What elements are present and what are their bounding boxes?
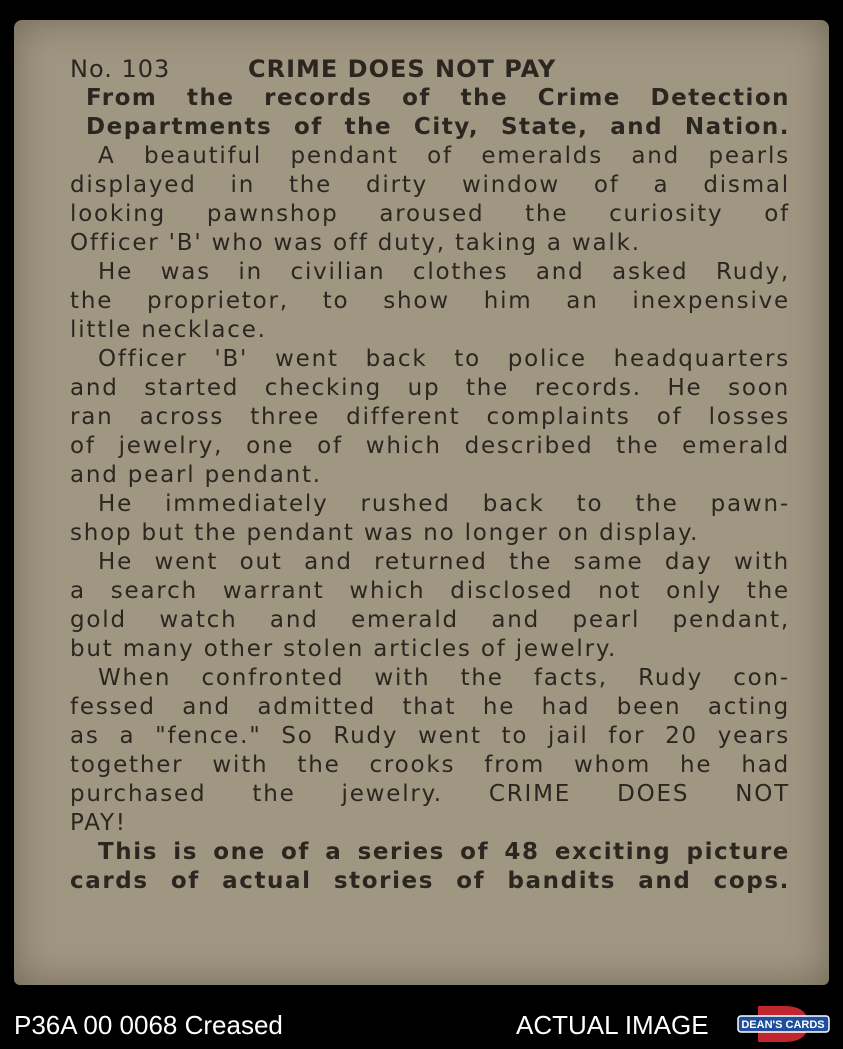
story-body	[70, 142, 790, 838]
story-line: and pearl pendant.	[70, 462, 322, 488]
subtitle-line: Departments of the City, State, and Nation.	[86, 114, 790, 140]
card-header	[70, 54, 790, 84]
story-line: gold watch and emerald and pearl pendant,	[70, 607, 790, 633]
series-note-line: This is one of a series of 48 exciting picture	[98, 839, 790, 865]
story-line: displayed in the dirty window of a dismal	[70, 172, 790, 198]
story-line: of jewelry, one of which described the emerald	[70, 433, 790, 459]
story-line: ran across three different complaints of losses	[70, 404, 790, 430]
story-line: as a "fence." So Rudy went to jail for 20 years	[70, 723, 790, 749]
card-title: CRIME DOES NOT PAY	[248, 55, 557, 83]
story-line: PAY!	[70, 810, 127, 836]
card-number: No. 103	[70, 55, 171, 83]
story-line: He immediately rushed back to the pawn-	[98, 491, 790, 517]
story-paragraph	[70, 258, 790, 345]
story-line: Officer 'B' went back to police headquarters	[98, 346, 790, 372]
deans-cards-logo	[736, 1002, 831, 1046]
story-line: He went out and returned the same day with	[98, 549, 790, 575]
story-paragraph	[70, 142, 790, 258]
story-line: A beautiful pendant of emeralds and pearls	[98, 143, 790, 169]
story-line: fessed and admitted that he had been acting	[70, 694, 790, 720]
series-note-line: cards of actual stories of bandits and cops.	[70, 868, 790, 894]
story-paragraph	[70, 664, 790, 838]
story-line: and started checking up the records. He soon	[70, 375, 790, 401]
story-line: purchased the jewelry. CRIME DOES NOT	[70, 781, 790, 807]
story-line: Officer 'B' who was off duty, taking a walk.	[70, 230, 641, 256]
logo-text: DEAN'S CARDS	[741, 1019, 825, 1031]
story-line: He was in civilian clothes and asked Rudy,	[98, 259, 790, 285]
story-line: but many other stolen articles of jewelry.	[70, 636, 618, 662]
card-text	[70, 54, 790, 896]
story-line: shop but the pendant was no longer on display.	[70, 520, 700, 546]
series-note	[70, 838, 790, 896]
story-line: little necklace.	[70, 317, 267, 343]
grade-caption: P36A 00 0068 Creased	[14, 1010, 283, 1040]
story-line: the proprietor, to show him an inexpensive	[70, 288, 790, 314]
story-line: When confronted with the facts, Rudy con-	[98, 665, 790, 691]
story-line: looking pawnshop aroused the curiosity of	[70, 201, 790, 227]
story-line: a search warrant which disclosed not only the	[70, 578, 790, 604]
subtitle-line: From the records of the Crime Detection	[86, 85, 790, 111]
story-paragraph	[70, 490, 790, 548]
story-line: together with the crooks from whom he had	[70, 752, 790, 778]
story-paragraph	[70, 548, 790, 664]
card-back	[14, 20, 829, 985]
actual-image-caption: ACTUAL IMAGE	[516, 1010, 709, 1040]
story-paragraph	[70, 345, 790, 490]
